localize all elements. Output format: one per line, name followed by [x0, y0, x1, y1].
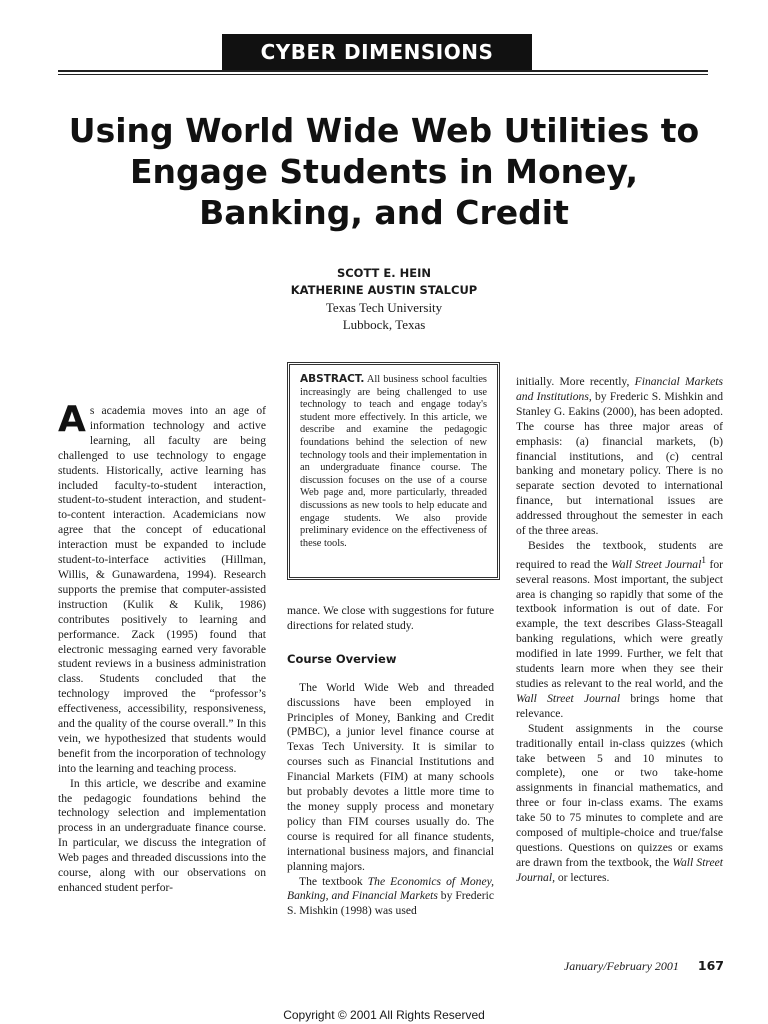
text-run: brings home that relevance. [516, 691, 724, 720]
paragraph-text: s academia moves into an age of information technology and active learning, all faculty are being challenged to use technology to engage students. Historically, active learning has included faculty-to-student interaction, student-to-student interaction, and student-to-content interaction. Academicians now agree that the concept of educational interaction must be expanded to include student-to-interface activities (Hillman, Willis, & Gunawardena, 1994). Research supports the premise that computer-assisted instruction (Kulik & Kulik, 1986) contributes positively to learning and performance. Zack (1995) found that electronic messaging earned very favorable student reviews in a business administration class. Students concluded that the technology improved the “professor’s effectiveness, accessibility, responsiveness, and the quality of the course overall.” In this vein, we hypothesized that students would benefit from the incorporation of technology into the learning and teaching process. [58, 404, 266, 775]
intro-paragraph [58, 399, 266, 777]
abstract-label: ABSTRACT. [300, 373, 365, 385]
text-run: The textbook [299, 874, 368, 888]
text-run: by Frederic S. Mishkin (1998) was used [287, 889, 494, 918]
header-rule [58, 70, 708, 72]
page-number: 167 [697, 958, 724, 973]
abstract-text: All business school faculties increasingly are being challenged to use technology to teach and engage today's student more effectively. In this article, we describe and examine the pedagogic foundations behind the selection of new technology tools and their implementation in an undergraduate finance course. The discussion focuses on the use of a course Web page and, more particularly, threaded discussions as new tools to help educate and engage students. We also provide preliminary evidence on the effectiveness of these tools. [300, 374, 487, 549]
author-name: KATHERINE AUSTIN STALCUP [290, 283, 478, 297]
paragraph [516, 539, 723, 722]
title-line: Engage Students in Money, [129, 152, 639, 191]
issue-date: January/February 2001 [563, 959, 679, 973]
paragraph [287, 875, 494, 920]
affiliation-location: Lubbock, Texas [342, 317, 426, 332]
journal-title: Wall Street Journal, [516, 855, 724, 884]
paragraph: mance. We close with suggestions for future directions for related study. [287, 604, 494, 632]
journal-title: Wall Street Journal [611, 557, 702, 571]
text-run: by Frederic S. Mishkin and Stanley G. Eakins (2000), has been adopted. The course has three major areas of emphasis: (a) financial markets, (b) financial institutions, and (c) central banking and monetary policy. There is no separate section devoted to international finance, but international issues are addressed throughout the semester in each of the three areas. [516, 389, 723, 538]
text-run: for several reasons. Most important, the subject area is changing so rapidly that some of the textbook information is out of date. For example, the text describes Glass-Steagall banking regulations, which were greatly modified in late 1999. Further, we felt that students learn more when they see their studies as relevant to the real world, and the [516, 557, 723, 690]
section-heading: Course Overview [287, 651, 397, 666]
text-run: Besides the textbook, students are required to read the [516, 538, 723, 571]
book-title: The Economics of Money, Banking, and Financial Markets [287, 874, 494, 903]
journal-title: Wall Street Journal [516, 691, 621, 705]
paragraph [516, 722, 723, 886]
abstract-box [287, 362, 500, 580]
article-title [40, 110, 728, 233]
body-column-1 [58, 399, 266, 896]
body-column-3 [516, 375, 723, 886]
author-block [200, 265, 568, 333]
section-banner: CYBER DIMENSIONS [222, 34, 532, 70]
text-run: Student assignments in the course traditionally entail in-class quizzes (which take between 5 and 10 minutes to complete), one or two take-home assignments in financial mathematics, and three or four in-class exams. The exams take 50 to 75 minutes to complete and are composed of multiple-choice and true/false questions. Questions on quizzes or exams are drawn from the textbook, the [516, 721, 723, 869]
header-rule-thin [58, 74, 708, 75]
text-run: initially. More recently, [516, 375, 635, 388]
paragraph: The World Wide Web and threaded discussions have been employed in Principles of Money, Banking and Credit (PMBC), a junior level finance course at Texas Tech University. It is similar to courses such as Financial Institutions and Financial Markets (FIM) at many schools but probably devotes a little more time to the money supply process and monetary policy than FIM courses usually do. The course is required for all finance students, international business majors, and financial planning majors. [287, 680, 494, 873]
page-footer [480, 958, 724, 974]
drop-cap: A [58, 399, 86, 440]
paragraph [516, 375, 723, 539]
body-column-2 [287, 604, 494, 919]
paragraph: In this article, we describe and examine the pedagogic foundations behind the technology selection and implementation process in an undergraduate finance course. In particular, we discuss the integration of Web pages and threaded discussions into the course, along with our observations on enhanced student perfor- [58, 776, 266, 894]
affiliation-university: Texas Tech University [325, 300, 443, 315]
copyright-notice: Copyright © 2001 All Rights Reserved [283, 1008, 485, 1022]
text-run: or lectures. [554, 870, 610, 884]
footnote-marker: 1 [701, 554, 707, 566]
author-name: SCOTT E. HEIN [336, 266, 432, 280]
title-line: Banking, and Credit [199, 193, 569, 232]
title-line: Using World Wide Web Utilities to [68, 111, 700, 150]
book-title: Financial Markets and Institutions, [516, 375, 724, 403]
